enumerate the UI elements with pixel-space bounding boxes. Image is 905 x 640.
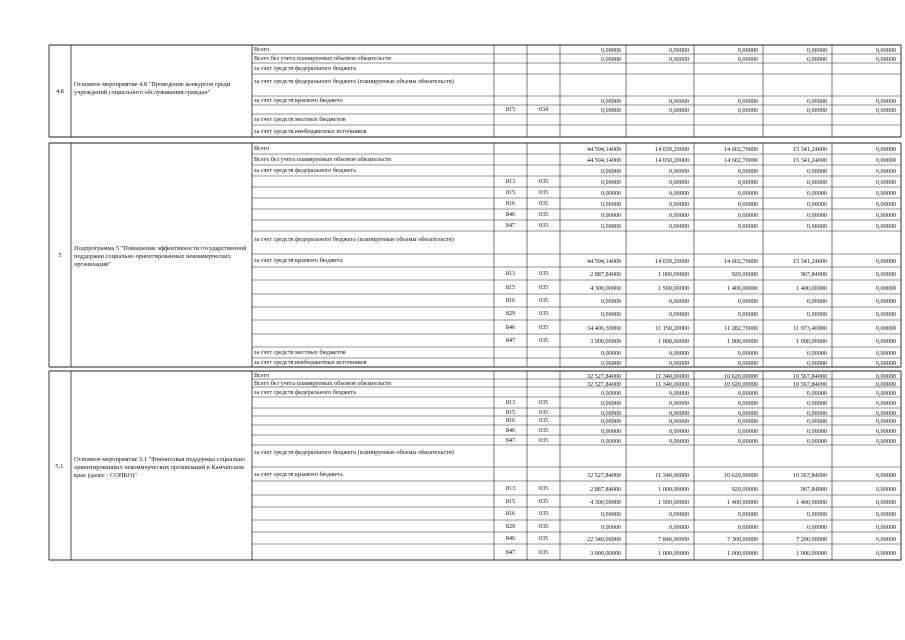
- amount-cell: 7 200,00000: [796, 535, 827, 543]
- program-code: 035: [538, 189, 549, 196]
- amount-cell: 0,00000: [737, 212, 758, 219]
- amount-cell: 10 567,84000: [792, 471, 827, 479]
- amount-cell: 0,00000: [875, 201, 896, 208]
- grbs-code: 816: [505, 417, 516, 424]
- amount-cell: 4 300,00000: [590, 284, 621, 292]
- amount-cell: 0,00000: [600, 179, 621, 186]
- program-code: 035: [538, 310, 549, 317]
- amount-cell: 1 000,00000: [796, 338, 827, 345]
- amount-cell: 44 594,14000: [586, 157, 621, 164]
- amount-cell: 0,00000: [875, 223, 896, 230]
- amount-cell: 0,00000: [737, 168, 758, 175]
- amount-cell: 0,00000: [668, 389, 689, 397]
- amount-cell: 0,00000: [875, 523, 896, 531]
- amount-cell: 0,00000: [806, 223, 827, 230]
- amount-cell: 0,00000: [806, 179, 827, 186]
- amount-cell: 3 000,00000: [590, 549, 621, 557]
- amount-cell: 44 594,14000: [586, 258, 621, 265]
- amount-cell: 1 400,00000: [796, 498, 827, 506]
- program-code: 035: [538, 522, 549, 530]
- amount-cell: 1 000,00000: [727, 549, 758, 557]
- row-label: Всего: [254, 145, 270, 152]
- amount-cell: 10 620,00000: [723, 471, 758, 479]
- amount-cell: 0,00000: [668, 437, 689, 445]
- amount-cell: 10 620,00000: [723, 372, 758, 380]
- amount-cell: 0,00000: [806, 350, 827, 357]
- row-label: Всего: [254, 371, 270, 379]
- row-label: за счет средств федерального бюджета (планируемые объемы обязательств): [254, 235, 454, 243]
- amount-cell: 0,00000: [875, 409, 896, 417]
- amount-cell: 0,00000: [737, 179, 758, 186]
- amount-cell: 0,00000: [806, 56, 827, 63]
- row-label: Всего без учета планируемых объемов обязательств: [254, 379, 392, 387]
- item-name: Основное мероприятие 4.8 "Проведение конкурсов среди учреждений социального обслуживания граждан": [74, 81, 231, 96]
- amount-cell: 11 973,40000: [793, 324, 827, 332]
- amount-cell: 0,00000: [806, 311, 827, 318]
- amount-cell: 0,00000: [600, 190, 621, 197]
- amount-cell: 0,00000: [806, 400, 827, 407]
- program-code: 035: [538, 497, 549, 505]
- amount-cell: 0,00000: [737, 511, 758, 518]
- amount-cell: 1 000,00000: [658, 485, 689, 493]
- row-label: за счет средств федерального бюджета: [254, 167, 356, 174]
- grbs-code: 813: [505, 178, 516, 185]
- amount-cell: 0,00000: [875, 511, 896, 518]
- amount-cell: 0,00000: [806, 168, 827, 175]
- program-code: 035: [538, 178, 549, 185]
- row-label: за счет средств внебюджетных источников: [254, 359, 367, 366]
- amount-cell: 0,00000: [875, 284, 896, 292]
- amount-cell: 11 340,00000: [655, 372, 689, 380]
- item-number: 5: [58, 252, 62, 259]
- amount-cell: 0,00000: [668, 56, 689, 63]
- amount-cell: 0,00000: [875, 146, 896, 153]
- amount-cell: 1 400,00000: [796, 284, 827, 292]
- amount-cell: 920,00000: [731, 271, 758, 278]
- amount-cell: 0,00000: [806, 409, 827, 417]
- amount-cell: 0,00000: [600, 409, 621, 417]
- amount-cell: 0,00000: [875, 372, 896, 380]
- amount-cell: 0,00000: [737, 409, 758, 417]
- amount-cell: 0,00000: [600, 311, 621, 318]
- amount-cell: 4 300,00000: [590, 498, 621, 506]
- amount-cell: 0,00000: [668, 212, 689, 219]
- amount-cell: 11 282,70000: [724, 324, 758, 332]
- amount-cell: 1 000,00000: [796, 549, 827, 557]
- grbs-code: 846: [505, 426, 516, 434]
- grbs-code: 816: [505, 200, 516, 207]
- amount-cell: 0,00000: [600, 56, 621, 63]
- grbs-code: 815: [505, 283, 516, 291]
- grbs-code: 816: [505, 510, 516, 517]
- amount-cell: 0,00000: [737, 360, 758, 367]
- amount-cell: 11 340,00000: [655, 380, 689, 388]
- grbs-code: 829: [505, 310, 516, 317]
- row-label: за счет средств краевого бюджета: [254, 470, 343, 478]
- amount-cell: 0,00000: [875, 418, 896, 425]
- amount-cell: 0,00000: [737, 98, 758, 105]
- program-code: 034: [538, 106, 549, 113]
- row-label: за счет средств местных бюджетов: [254, 116, 346, 123]
- program-code: 035: [538, 399, 549, 406]
- amount-cell: 7 840,00000: [658, 535, 689, 543]
- amount-cell: 0,00000: [668, 179, 689, 186]
- amount-cell: 0,00000: [668, 400, 689, 407]
- amount-cell: 0,00000: [806, 107, 827, 114]
- row-label: за счет средств местных бюджетов: [254, 349, 346, 356]
- program-code: 035: [538, 200, 549, 207]
- amount-cell: 0,00000: [600, 212, 621, 219]
- amount-cell: 0,00000: [875, 47, 896, 54]
- amount-cell: 2 887,84000: [590, 485, 621, 493]
- amount-cell: 0,00000: [737, 107, 758, 114]
- amount-cell: 0,00000: [737, 437, 758, 445]
- amount-cell: 0,00000: [875, 311, 896, 318]
- grbs-code: 813: [505, 270, 516, 277]
- grbs-code: 847: [505, 548, 516, 556]
- amount-cell: 0,00000: [737, 427, 758, 435]
- program-code: 035: [538, 548, 549, 556]
- amount-cell: 0,00000: [737, 389, 758, 397]
- grbs-code: 816: [505, 297, 516, 304]
- program-code: 035: [538, 484, 549, 492]
- item-name: Подпрограмма 5 "Повышение эффективности государственной поддержки социально ориентированных некоммерческих организаций": [74, 245, 247, 268]
- program-code: 035: [538, 417, 549, 424]
- amount-cell: 0,00000: [600, 98, 621, 105]
- amount-cell: 0,00000: [875, 471, 896, 479]
- amount-cell: 0,00000: [737, 311, 758, 318]
- amount-cell: 0,00000: [806, 201, 827, 208]
- grbs-code: 815: [505, 497, 516, 505]
- amount-cell: 967,84000: [800, 485, 827, 493]
- amount-cell: 0,00000: [600, 47, 621, 54]
- amount-cell: 0,00000: [600, 201, 621, 208]
- amount-cell: 0,00000: [875, 485, 896, 493]
- amount-cell: 0,00000: [875, 107, 896, 114]
- amount-cell: 0,00000: [806, 437, 827, 445]
- amount-cell: 0,00000: [668, 360, 689, 367]
- amount-cell: 0,00000: [806, 190, 827, 197]
- amount-cell: 22 340,00000: [586, 535, 621, 543]
- amount-cell: 0,00000: [875, 179, 896, 186]
- amount-cell: 0,00000: [600, 107, 621, 114]
- amount-cell: 0,00000: [806, 98, 827, 105]
- grbs-code: 847: [505, 222, 516, 229]
- program-code: 035: [538, 222, 549, 229]
- amount-cell: 14 650,20000: [654, 258, 689, 265]
- amount-cell: 1 500,00000: [658, 498, 689, 506]
- amount-cell: 0,00000: [875, 535, 896, 543]
- amount-cell: 2 887,84000: [590, 271, 621, 278]
- program-code: 035: [538, 510, 549, 517]
- amount-cell: 0,00000: [668, 523, 689, 531]
- amount-cell: 0,00000: [668, 107, 689, 114]
- grbs-code: 829: [505, 522, 516, 530]
- amount-cell: 14 650,20000: [654, 157, 689, 164]
- amount-cell: 0,00000: [668, 298, 689, 305]
- amount-cell: 0,00000: [875, 549, 896, 557]
- row-label: за счет средств федерального бюджета (планируемые объемы обязательств): [254, 78, 454, 85]
- amount-cell: 0,00000: [668, 47, 689, 54]
- amount-cell: 0,00000: [737, 523, 758, 531]
- amount-cell: 0,00000: [806, 47, 827, 54]
- amount-cell: 920,00000: [731, 485, 758, 493]
- amount-cell: 0,00000: [668, 98, 689, 105]
- program-code: 035: [538, 270, 549, 277]
- amount-cell: 0,00000: [875, 168, 896, 175]
- amount-cell: 0,00000: [875, 324, 896, 332]
- amount-cell: 34 406,30000: [586, 324, 621, 332]
- amount-cell: 14 602,70000: [723, 258, 758, 265]
- amount-cell: 0,00000: [806, 511, 827, 518]
- program-code: 035: [538, 283, 549, 291]
- row-label: Всего: [254, 46, 270, 53]
- amount-cell: 0,00000: [600, 389, 621, 397]
- grbs-code: 846: [505, 211, 516, 218]
- grbs-code: 813: [505, 484, 516, 492]
- amount-cell: 0,00000: [600, 223, 621, 230]
- amount-cell: 0,00000: [668, 418, 689, 425]
- amount-cell: 10 620,00000: [723, 380, 758, 388]
- amount-cell: 0,00000: [600, 437, 621, 445]
- amount-cell: 0,00000: [737, 47, 758, 54]
- amount-cell: 10 567,84000: [792, 380, 827, 388]
- amount-cell: 0,00000: [737, 400, 758, 407]
- amount-cell: 14 602,70000: [723, 146, 758, 153]
- grbs-code: 847: [505, 337, 516, 344]
- amount-cell: 1 500,00000: [658, 284, 689, 292]
- amount-cell: 44 594,14000: [586, 146, 621, 153]
- amount-cell: 0,00000: [737, 298, 758, 305]
- amount-cell: 15 341,24000: [792, 258, 827, 265]
- grbs-code: 847: [505, 436, 516, 444]
- amount-cell: 0,00000: [875, 271, 896, 278]
- amount-cell: 10 567,84000: [792, 372, 827, 380]
- grbs-code: 846: [505, 534, 516, 542]
- program-code: 035: [538, 436, 549, 444]
- amount-cell: 1 000,00000: [658, 549, 689, 557]
- program-code: 035: [538, 337, 549, 344]
- grbs-code: 846: [505, 323, 516, 331]
- amount-cell: 0,00000: [668, 511, 689, 518]
- amount-cell: 0,00000: [600, 350, 621, 357]
- amount-cell: 7 300,00000: [727, 535, 758, 543]
- amount-cell: 0,00000: [737, 201, 758, 208]
- amount-cell: 14 650,20000: [654, 146, 689, 153]
- amount-cell: 0,00000: [806, 298, 827, 305]
- amount-cell: 0,00000: [875, 190, 896, 197]
- amount-cell: 0,00000: [806, 212, 827, 219]
- amount-cell: 0,00000: [668, 311, 689, 318]
- amount-cell: 0,00000: [600, 523, 621, 531]
- amount-cell: 1 000,00000: [658, 271, 689, 278]
- program-code: 035: [538, 297, 549, 304]
- grbs-code: 815: [505, 408, 516, 416]
- amount-cell: 0,00000: [668, 168, 689, 175]
- amount-cell: 967,84000: [800, 271, 827, 278]
- grbs-code: 813: [505, 399, 516, 406]
- amount-cell: 0,00000: [668, 223, 689, 230]
- item-number: 5.1.: [55, 462, 65, 470]
- amount-cell: 0,00000: [875, 258, 896, 265]
- amount-cell: 0,00000: [806, 360, 827, 367]
- amount-cell: 0,00000: [875, 498, 896, 506]
- amount-cell: 14 602,70000: [723, 157, 758, 164]
- amount-cell: 0,00000: [875, 360, 896, 367]
- row-label: Всего без учета планируемых объемов обязательств: [254, 156, 392, 163]
- amount-cell: 32 527,84000: [586, 372, 621, 380]
- amount-cell: 0,00000: [875, 380, 896, 388]
- amount-cell: 0,00000: [737, 223, 758, 230]
- amount-cell: 0,00000: [737, 418, 758, 425]
- row-label: за счет средств федерального бюджета: [254, 65, 356, 72]
- program-code: 035: [538, 534, 549, 542]
- program-code: 035: [538, 408, 549, 416]
- row-label: за счет средств краевого бюджета: [254, 257, 343, 264]
- amount-cell: 0,00000: [875, 400, 896, 407]
- amount-cell: 0,00000: [806, 427, 827, 435]
- amount-cell: 0,00000: [875, 338, 896, 345]
- amount-cell: 0,00000: [600, 418, 621, 425]
- amount-cell: 0,00000: [668, 201, 689, 208]
- row-label: за счет средств внебюджетных источников: [254, 127, 367, 135]
- amount-cell: 0,00000: [875, 157, 896, 164]
- amount-cell: 0,00000: [737, 190, 758, 197]
- amount-cell: 0,00000: [600, 360, 621, 367]
- amount-cell: 1 400,00000: [727, 498, 758, 506]
- amount-cell: 0,00000: [737, 350, 758, 357]
- amount-cell: 1 000,00000: [658, 338, 689, 345]
- program-code: 035: [538, 211, 549, 218]
- amount-cell: 0,00000: [668, 427, 689, 435]
- item-number: 4.8: [56, 88, 64, 95]
- amount-cell: 0,00000: [737, 56, 758, 63]
- program-code: 035: [538, 426, 549, 434]
- amount-cell: 0,00000: [668, 350, 689, 357]
- amount-cell: 0,00000: [875, 437, 896, 445]
- amount-cell: 0,00000: [875, 389, 896, 397]
- amount-cell: 0,00000: [875, 298, 896, 305]
- amount-cell: 0,00000: [875, 98, 896, 105]
- amount-cell: 0,00000: [875, 212, 896, 219]
- item-name: Основное мероприятие 5.1 "Финансовая поддержка социально ориентированных некоммерческих организаций в Камчатском крае (далее - СОНКО)": [74, 455, 246, 479]
- amount-cell: 0,00000: [668, 409, 689, 417]
- amount-cell: 0,00000: [875, 427, 896, 435]
- amount-cell: 1 000,00000: [727, 338, 758, 345]
- amount-cell: 15 341,24000: [792, 146, 827, 153]
- amount-cell: 0,00000: [806, 523, 827, 531]
- amount-cell: 0,00000: [600, 298, 621, 305]
- amount-cell: 32 527,84000: [586, 380, 621, 388]
- amount-cell: 0,00000: [806, 418, 827, 425]
- amount-cell: 0,00000: [668, 190, 689, 197]
- amount-cell: 0,00000: [600, 168, 621, 175]
- amount-cell: 0,00000: [600, 427, 621, 435]
- amount-cell: 0,00000: [600, 511, 621, 518]
- amount-cell: 0,00000: [875, 350, 896, 357]
- amount-cell: 0,00000: [806, 389, 827, 397]
- amount-cell: 11 340,00000: [655, 471, 689, 479]
- amount-cell: 0,00000: [600, 400, 621, 407]
- row-label: Всего без учета планируемых объемов обязательств: [254, 55, 392, 62]
- amount-cell: 15 341,24000: [792, 157, 827, 164]
- amount-cell: 0,00000: [875, 56, 896, 63]
- amount-cell: 3 000,00000: [590, 338, 621, 345]
- grbs-code: 815: [505, 106, 516, 113]
- amount-cell: 11 150,20000: [655, 324, 689, 332]
- row-label: за счет средств краевого бюджета: [254, 97, 343, 104]
- amount-cell: 32 527,84000: [586, 471, 621, 479]
- row-label: за счет средств федерального бюджета (планируемые объемы обязательств): [254, 449, 454, 456]
- program-code: 035: [538, 323, 549, 331]
- row-label: за счет средств федерального бюджета: [254, 388, 356, 396]
- amount-cell: 1 400,00000: [727, 284, 758, 292]
- grbs-code: 815: [505, 189, 516, 196]
